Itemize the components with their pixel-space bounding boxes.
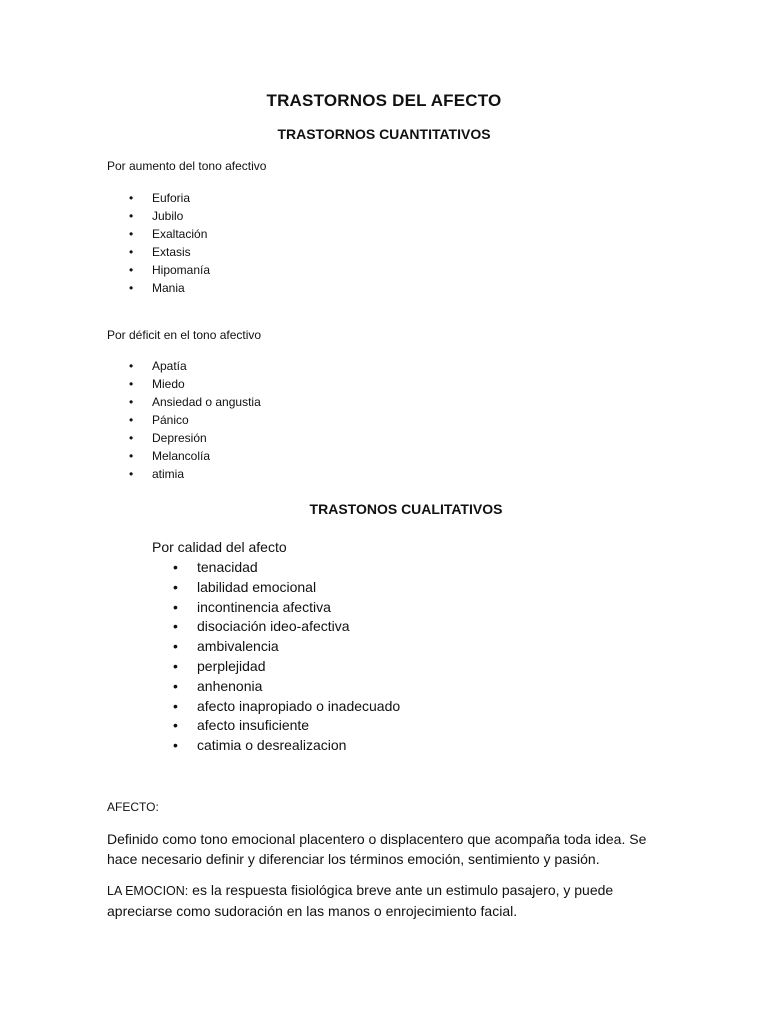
list-item: • Hipomanía bbox=[129, 261, 210, 279]
list-item: • afecto inapropiado o inadecuado bbox=[173, 697, 400, 717]
section-heading-cualitativos: TRASTONOS CUALITATIVOS bbox=[309, 501, 503, 517]
list-item: • Miedo bbox=[129, 375, 261, 393]
group-intro-deficit: Por déficit en el tono afectivo bbox=[107, 328, 262, 342]
list-deficit bbox=[129, 357, 261, 483]
afecto-label: AFECTO: bbox=[107, 800, 159, 814]
emocion-text: es la respuesta fisiológica breve ante un estimulo pasajero, y puede bbox=[188, 882, 614, 898]
list-item: • incontinencia afectiva bbox=[173, 598, 400, 618]
list-item: • Apatía bbox=[129, 357, 261, 375]
afecto-definition-line: Definido como tono emocional placentero o displacentero que acompaña toda idea. Se bbox=[107, 831, 647, 847]
list-item: • Mania bbox=[129, 279, 210, 297]
list-item: • afecto insuficiente bbox=[173, 716, 400, 736]
list-item: • Pánico bbox=[129, 411, 261, 429]
list-item: • anhenonia bbox=[173, 677, 400, 697]
list-item: • Euforia bbox=[129, 189, 210, 207]
list-item: • Depresión bbox=[129, 429, 261, 447]
list-item: • perplejidad bbox=[173, 657, 400, 677]
afecto-definition bbox=[107, 829, 667, 869]
list-item: • Melancolía bbox=[129, 447, 261, 465]
afecto-definition-line: hace necesario definir y diferenciar los términos emoción, sentimiento y pasión. bbox=[107, 851, 600, 867]
list-item: • atimia bbox=[129, 465, 261, 483]
emocion-line: apreciarse como sudoración en las manos o enrojecimiento facial. bbox=[107, 903, 518, 919]
section-heading-cuantitativos: TRASTORNOS CUANTITATIVOS bbox=[277, 126, 491, 142]
list-item: • Exaltación bbox=[129, 225, 210, 243]
group-intro-calidad: Por calidad del afecto bbox=[152, 539, 287, 555]
list-item: • disociación ideo-afectiva bbox=[173, 617, 400, 637]
group-intro-aumento: Por aumento del tono afectivo bbox=[107, 159, 267, 173]
emocion-paragraph bbox=[107, 880, 667, 921]
list-item: • Extasis bbox=[129, 243, 210, 261]
list-item: • Ansiedad o angustia bbox=[129, 393, 261, 411]
list-item: • tenacidad bbox=[173, 558, 400, 578]
list-aumento bbox=[129, 189, 210, 297]
list-item: • Jubilo bbox=[129, 207, 210, 225]
list-item: • catimia o desrealizacion bbox=[173, 736, 400, 756]
emocion-lead: LA EMOCION: bbox=[107, 884, 189, 898]
page-title: TRASTORNOS DEL AFECTO bbox=[266, 91, 502, 110]
emocion-line bbox=[107, 880, 667, 901]
list-calidad bbox=[173, 558, 400, 756]
list-item: • ambivalencia bbox=[173, 637, 400, 657]
list-item: • labilidad emocional bbox=[173, 578, 400, 598]
